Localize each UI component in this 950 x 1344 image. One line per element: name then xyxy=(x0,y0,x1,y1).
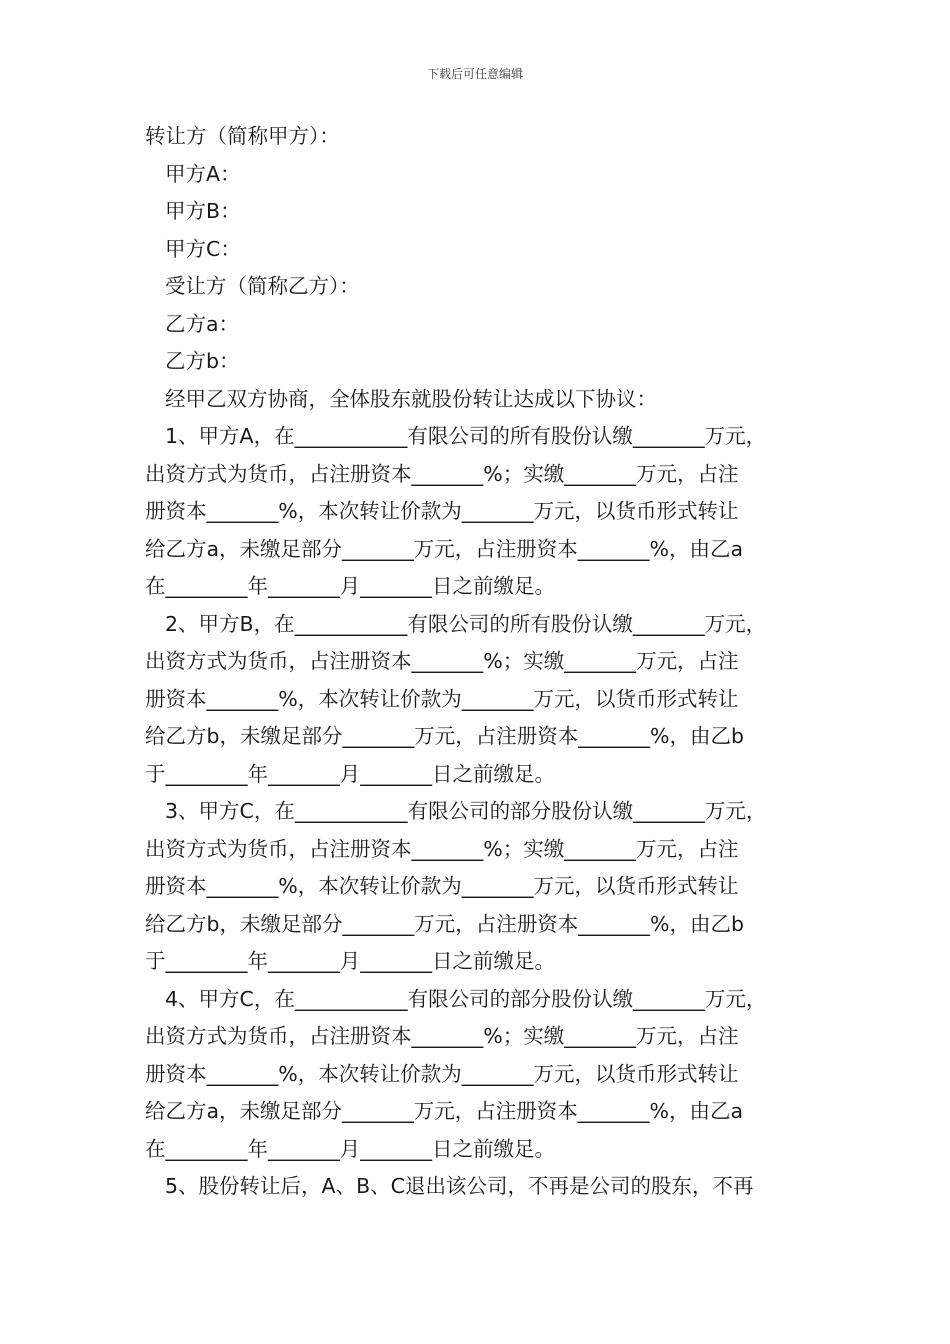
clause-3-line: 出资方式为货币，占注册资本_______%；实缴_______万元，占注 xyxy=(145,836,739,861)
clause-3-line: 给乙方b，未缴足部分_______万元，占注册资本_______%，由乙b xyxy=(145,911,745,936)
clause-4-line: 在________年_______月_______日之前缴足。 xyxy=(145,1136,555,1161)
party-a-c-line: 甲方C： xyxy=(165,236,241,261)
clause-4-line: 4、甲方C，在___________有限公司的部分股份认缴_______万元， xyxy=(165,986,767,1011)
clause-2-line: 册资本_______%，本次转让价款为_______万元，以货币形式转让 xyxy=(145,686,739,711)
clause-5-line: 5、股份转让后，A、B、C退出该公司，不再是公司的股东，不再 xyxy=(165,1174,754,1198)
clause-1-line: 给乙方a，未缴足部分_______万元，占注册资本_______%，由乙a xyxy=(145,536,744,561)
clause-1-line: 1、甲方A，在___________有限公司的所有股份认缴_______万元， xyxy=(165,424,767,448)
transferor-heading: 转让方（简称甲方）： xyxy=(145,124,340,148)
party-b-b-line: 乙方b： xyxy=(165,349,240,373)
clause-2-line: 给乙方b，未缴足部分_______万元，占注册资本_______%，由乙b xyxy=(145,724,745,748)
clause-1-line: 册资本_______%，本次转让价款为_______万元，以货币形式转让 xyxy=(145,499,739,523)
clause-4-line: 册资本_______%，本次转让价款为_______万元，以货币形式转让 xyxy=(145,1061,739,1086)
document-body xyxy=(145,118,825,1206)
agreement-intro: 经甲乙双方协商，全体股东就股份转让达成以下协议： xyxy=(165,386,657,411)
page-header-note: 下载后可任意编辑 xyxy=(426,67,523,81)
clause-2-line: 2、甲方B，在___________有限公司的所有股份认缴_______万元， xyxy=(165,611,767,636)
party-a-a-line: 甲方A： xyxy=(165,161,241,186)
clause-2-line: 出资方式为货币，占注册资本_______%；实缴_______万元，占注 xyxy=(145,649,739,673)
party-b-a-line: 乙方a： xyxy=(165,311,240,336)
transferee-heading: 受让方（简称乙方）： xyxy=(165,274,360,298)
clause-3-line: 册资本_______%，本次转让价款为_______万元，以货币形式转让 xyxy=(145,874,739,898)
clause-2-line: 于________年_______月_______日之前缴足。 xyxy=(145,761,555,786)
clause-4-line: 给乙方a，未缴足部分_______万元，占注册资本_______%，由乙a xyxy=(145,1099,744,1123)
clause-4-line: 出资方式为货币，占注册资本_______%；实缴_______万元，占注 xyxy=(145,1024,739,1048)
clause-3-line: 于________年_______月_______日之前缴足。 xyxy=(145,949,555,973)
clause-3-line: 3、甲方C，在___________有限公司的部分股份认缴_______万元， xyxy=(165,799,767,823)
clause-1-line: 出资方式为货币，占注册资本_______%；实缴_______万元，占注 xyxy=(145,461,739,486)
party-a-b-line: 甲方B： xyxy=(165,199,241,223)
clause-1-line: 在________年_______月_______日之前缴足。 xyxy=(145,574,555,598)
